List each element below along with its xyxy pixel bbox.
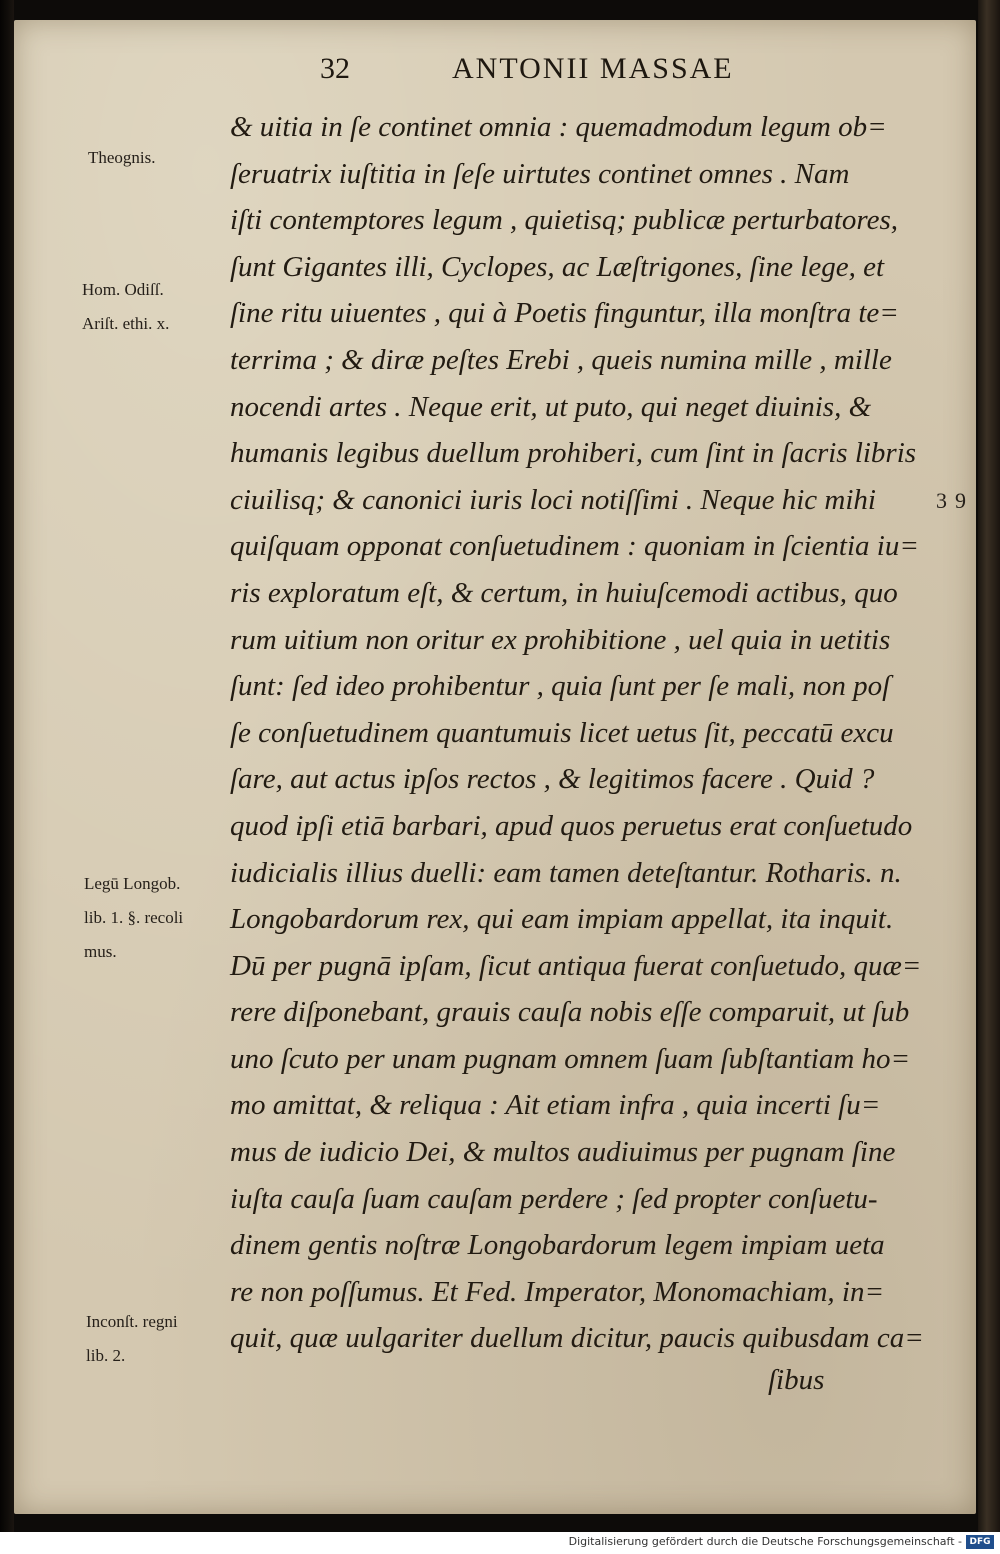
body-text — [230, 104, 930, 1362]
margin-note-homer: Hom. Odiſſ. — [82, 280, 164, 299]
body-line: mo amittat, & reliqua : Ait etiam infra , quia incerti ſu= — [230, 1089, 881, 1122]
margin-note-legum-2: lib. 1. §. recoli — [84, 908, 184, 927]
body-line: ſeruatrix iuſtitia in ſeſe uirtutes continet omnes . Nam — [230, 157, 850, 190]
margin-note-inconst-2: lib. 2. — [86, 1346, 126, 1365]
body-line: mus de iudicio Dei, & multos audiuimus per pugnam ſine — [230, 1136, 896, 1169]
body-line: & uitia in ſe continet omnia : quemadmodum legum ob= — [230, 111, 887, 143]
page-number: 32 — [320, 52, 350, 85]
margin-note-inconst-1: Inconſt. regni — [86, 1312, 178, 1331]
body-line: iudicialis illius duelli: eam tamen deteſtantur. Rotharis. n. — [230, 856, 902, 889]
body-line: ſunt: ſed ideo prohibentur , quia ſunt per ſe mali, non poſ — [230, 670, 891, 703]
body-line: iuſta cauſa ſuam cauſam perdere ; ſed propter conſuetu- — [230, 1182, 878, 1215]
body-line: nocendi artes . Neque erit, ut puto, qui neget diuinis, & — [230, 390, 872, 423]
body-line: ſine ritu uiuentes , qui à Poetis finguntur, illa monſtra te= — [230, 297, 899, 330]
body-line: rum uitium non oritur ex prohibitione , uel quia in uetitis — [230, 623, 891, 656]
margin-note-legum-1: Legū Longob. — [84, 874, 181, 893]
margin-folio-number: 39 — [936, 488, 974, 513]
body-line: rere diſponebant, grauis cauſa nobis eſſe comparuit, ut ſub — [230, 996, 910, 1029]
body-line: quiſquam opponat conſuetudinem : quoniam in ſcientia iu= — [230, 530, 919, 563]
body-line: uno ſcuto per unam pugnam omnem ſuam ſubſtantiam ho= — [230, 1042, 911, 1075]
body-line: Longobardorum rex, qui eam impiam appellat, ita inquit. — [230, 903, 894, 936]
margin-note-legum-3: mus. — [84, 942, 117, 961]
body-line: humanis legibus duellum prohiberi, cum ſint in ſacris libris — [230, 437, 917, 470]
body-line: ciuilisq; & canonici iuris loci notiſſimi . Neque hic mihi — [230, 483, 876, 516]
running-head: ANTONII MASSAE — [452, 52, 734, 85]
body-line: quod ipſi etiā barbari, apud quos peruetus erat conſuetudo — [230, 809, 913, 842]
body-line: quit, quæ uulgariter duellum dicitur, paucis quibusdam ca= — [230, 1322, 924, 1355]
body-line: re non poſſumus. Et Fed. Imperator, Monomachiam, in= — [230, 1275, 885, 1308]
margin-note-aristotle: Ariſt. ethi. x. — [82, 314, 170, 333]
body-line: ſe conſuetudinem quantumuis licet uetus ſit, peccatū excu — [230, 716, 894, 749]
body-line: Dū per pugnā ipſam, ſicut antiqua fuerat conſuetudo, quæ= — [230, 949, 922, 982]
body-line: ſare, aut actus ipſos rectos , & legitimos facere . Quid ? — [230, 763, 875, 796]
footer-credit: Digitalisierung gefördert durch die Deutsche Forschungsgemeinschaft - — [568, 1535, 962, 1548]
body-line: terrima ; & diræ peſtes Erebi , queis numina mille , mille — [230, 343, 892, 376]
footer-bar — [0, 1532, 1000, 1554]
body-line: dinem gentis noſtræ Longobardorum legem impiam ueta — [230, 1229, 885, 1262]
book-left-edge — [0, 0, 14, 1554]
book-spine-edge — [978, 0, 1000, 1554]
body-line: iſti contemptores legum , quietisq; publicæ perturbatores, — [230, 204, 899, 237]
margin-note-theognis: Theognis. — [88, 148, 156, 167]
catchword: ſibus — [768, 1364, 825, 1396]
dfg-logo: DFG — [966, 1535, 994, 1549]
body-line: ris exploratum eſt, & certum, in huiuſcemodi actibus, quo — [230, 576, 898, 609]
body-line: ſunt Gigantes illi, Cyclopes, ac Læſtrigones, ſine lege, et — [230, 250, 885, 283]
